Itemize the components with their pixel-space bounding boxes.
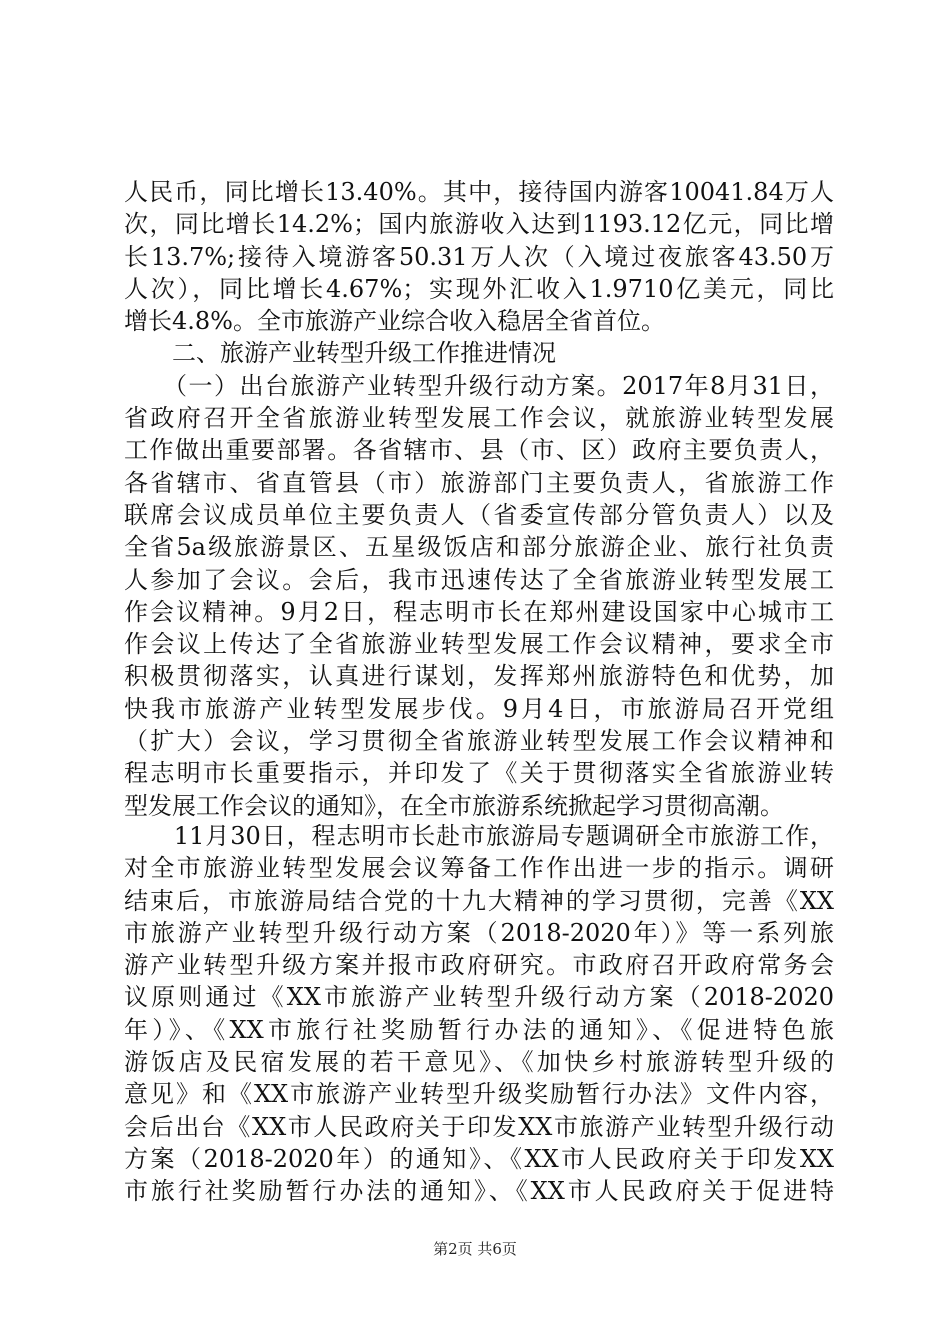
text-line: 程志明市长重要指示，并印发了《关于贯彻落实全省旅游业转 <box>124 759 834 788</box>
text-line: 年）》、《XX市旅行社奖励暂行办法的通知》、《促进特色旅 <box>124 1015 834 1044</box>
text-line: 人次），同比增长4.67%；实现外汇收入1.9710亿美元，同比 <box>124 274 834 303</box>
text-line: 人民币，同比增长13.40%。其中，接待国内游客10041.84万人 <box>124 178 834 206</box>
text-line: 快我市旅游产业转型发展步伐。9月4日，市旅游局召开党组 <box>124 694 834 723</box>
text-line: 会后出台《XX市人民政府关于印发XX市旅游产业转型升级行动 <box>124 1112 834 1141</box>
text-line: （一）出台旅游产业转型升级行动方案。2017年8月31日， <box>124 371 834 400</box>
text-line: 方案（2018-2020年）的通知》、《XX市人民政府关于印发XX <box>124 1144 834 1173</box>
text-line: 意见》和《XX市旅游产业转型升级奖励暂行办法》文件内容， <box>124 1080 834 1109</box>
text-line: 次，同比增长14.2%；国内旅游收入达到1193.12亿元，同比增 <box>124 210 834 239</box>
text-line: 作会议上传达了全省旅游业转型发展工作会议精神，要求全市 <box>124 630 834 659</box>
text-line: 全省5a级旅游景区、五星级饭店和部分旅游企业、旅行社负责 <box>124 533 834 562</box>
text-line: 对全市旅游业转型发展会议筹备工作作出进一步的指示。调研 <box>124 854 834 883</box>
text-line: 议原则通过《XX市旅游产业转型升级行动方案（2018-2020 <box>124 983 834 1012</box>
text-line: 各省辖市、省直管县（市）旅游部门主要负责人，省旅游工作 <box>124 468 834 497</box>
text-line: 二、旅游产业转型升级工作推进情况 <box>124 339 556 368</box>
text-line: 11月30日，程志明市长赴市旅游局专题调研全市旅游工作， <box>124 822 834 850</box>
text-line: 省政府召开全省旅游业转型发展工作会议，就旅游业转型发展 <box>124 404 834 433</box>
text-line: 增长4.8%。全市旅游产业综合收入稳居全省首位。 <box>124 307 665 336</box>
text-line: 游产业转型升级方案并报市政府研究。市政府召开政府常务会 <box>124 951 834 980</box>
text-line: 积极贯彻落实，认真进行谋划，发挥郑州旅游特色和优势，加 <box>124 662 834 691</box>
page-footer: 第2页 共6页 <box>433 1240 517 1258</box>
text-line: 游饭店及民宿发展的若干意见》、《加快乡村旅游转型升级的 <box>124 1048 834 1077</box>
text-line: 工作做出重要部署。各省辖市、县（市、区）政府主要负责人， <box>124 436 834 465</box>
body-text-section-1 <box>124 176 834 822</box>
text-line: 作会议精神。9月2日，程志明市长在郑州建设国家中心城市工 <box>124 597 834 626</box>
text-line: 市旅游产业转型升级行动方案（2018-2020年）》等一系列旅 <box>124 918 834 947</box>
body-text-section-2 <box>124 820 834 1208</box>
text-line: 市旅行社奖励暂行办法的通知》、《XX市人民政府关于促进特 <box>124 1177 834 1206</box>
text-line: （扩大）会议，学习贯彻全省旅游业转型发展工作会议精神和 <box>124 727 834 756</box>
text-line: 长13.7%;接待入境游客50.31万人次（入境过夜旅客43.50万 <box>124 242 834 271</box>
text-line: 联席会议成员单位主要负责人（省委宣传部分管负责人）以及 <box>124 500 834 529</box>
text-line: 结束后，市旅游局结合党的十九大精神的学习贯彻，完善《XX <box>124 886 834 915</box>
text-line: 型发展工作会议的通知》，在全市旅游系统掀起学习贯彻高潮。 <box>124 791 784 820</box>
text-line: 人参加了会议。会后，我市迅速传达了全省旅游业转型发展工 <box>124 565 834 594</box>
